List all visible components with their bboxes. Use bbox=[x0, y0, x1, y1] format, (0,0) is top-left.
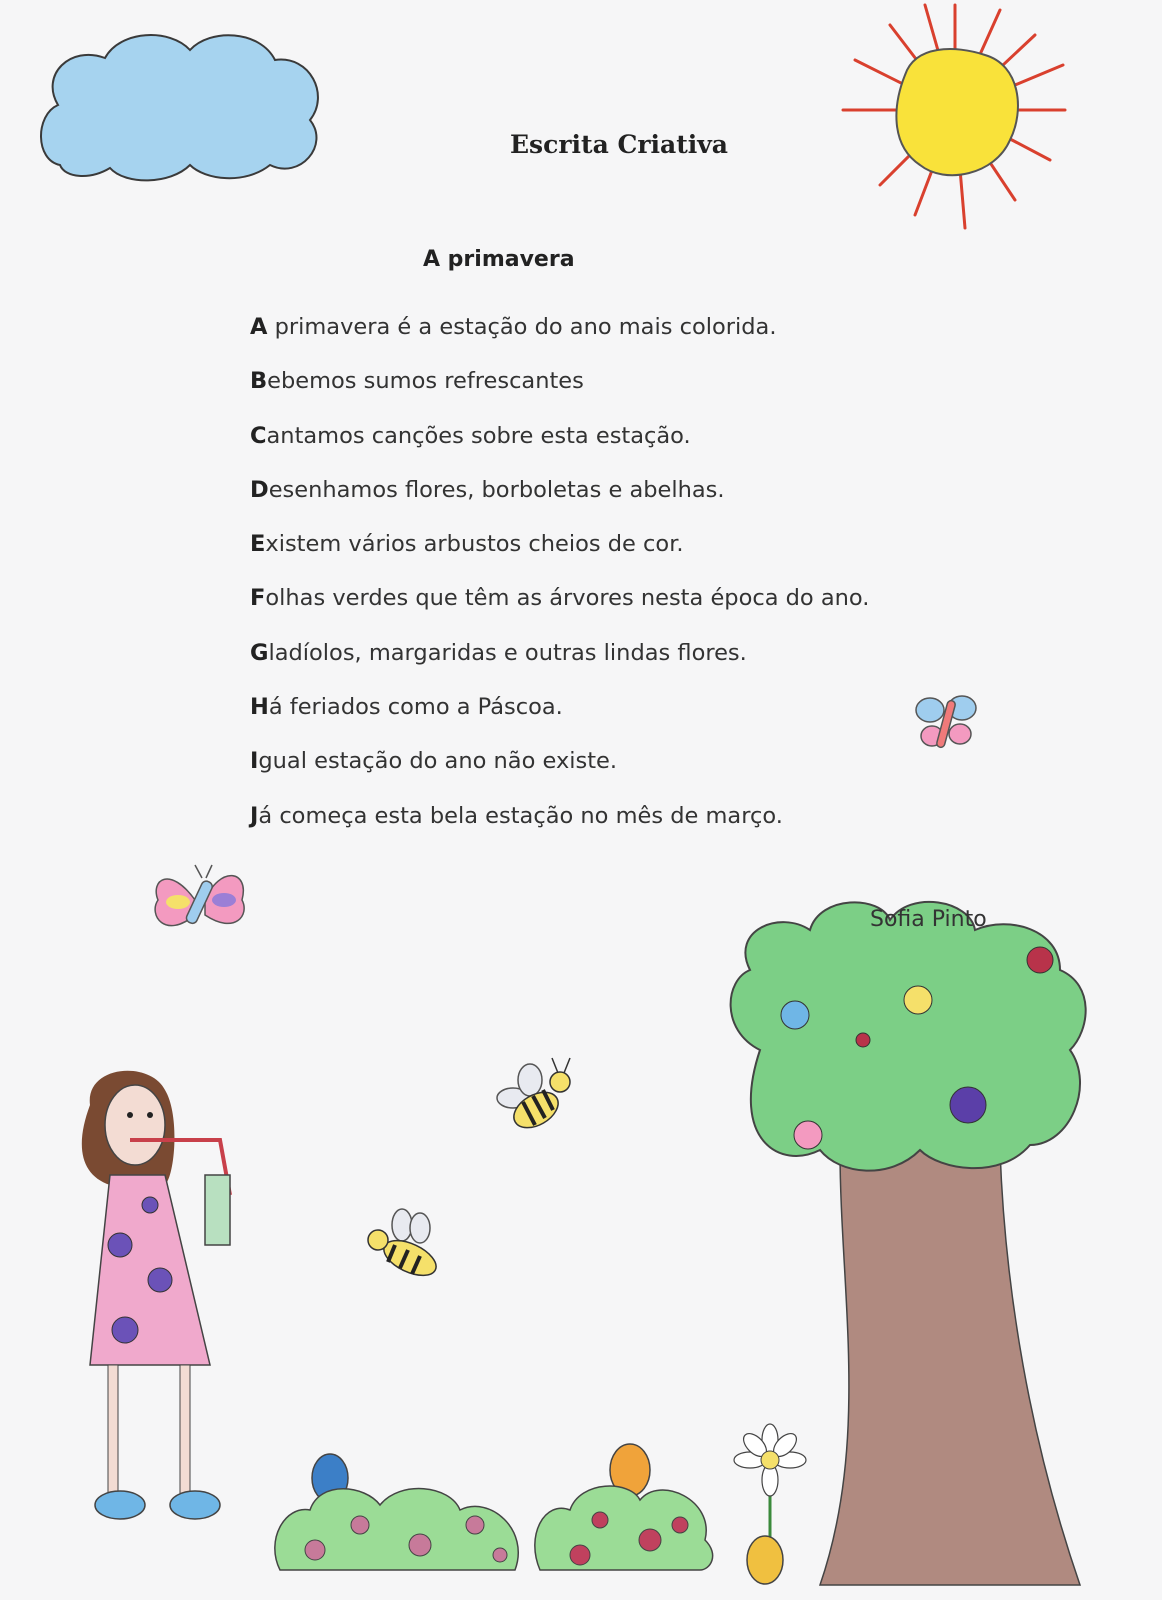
poem-line-initial: I bbox=[250, 748, 259, 775]
poem-line-initial: G bbox=[250, 639, 269, 666]
bush-drawing bbox=[530, 1440, 720, 1590]
poem-line bbox=[250, 419, 869, 473]
poem-line bbox=[250, 744, 869, 798]
poem-line-text: ladíolos, margaridas e outras lindas flores. bbox=[268, 639, 747, 666]
poem-line bbox=[250, 527, 869, 581]
poem-line-initial: D bbox=[250, 476, 269, 503]
poem-line-text: antamos canções sobre esta estação. bbox=[266, 422, 691, 449]
poem-line-initial: C bbox=[250, 422, 267, 449]
poem-line-text: ebemos sumos refrescantes bbox=[267, 368, 584, 395]
girl-drawing bbox=[70, 1065, 250, 1525]
document-title: Escrita Criativa bbox=[510, 130, 729, 159]
poem-line-initial: E bbox=[250, 531, 266, 558]
poem-line bbox=[250, 581, 869, 635]
poem-line-text: olhas verdes que têm as árvores nesta época do ano. bbox=[265, 585, 870, 612]
poem-line bbox=[250, 799, 869, 853]
acrostic-poem bbox=[250, 310, 869, 853]
poem-line bbox=[250, 473, 869, 527]
poem-line-text: á feriados como a Páscoa. bbox=[268, 694, 563, 721]
poem-line-initial: B bbox=[250, 368, 268, 395]
poem-line-initial: A bbox=[250, 314, 268, 340]
daisy-drawing bbox=[725, 1420, 815, 1590]
poem-line bbox=[250, 310, 869, 364]
poem-line-initial: H bbox=[250, 694, 269, 721]
poem-line-text: á começa esta bela estação no mês de março. bbox=[258, 802, 783, 829]
poem-line-text: gual estação do ano não existe. bbox=[258, 748, 618, 775]
bee-drawing bbox=[360, 1200, 450, 1290]
poem-line-initial: F bbox=[250, 585, 266, 612]
poem-line bbox=[250, 636, 869, 690]
bee-drawing bbox=[488, 1040, 578, 1140]
cloud-drawing bbox=[30, 20, 330, 190]
poem-line-text: xistem vários arbustos cheios de cor. bbox=[265, 531, 684, 558]
author-name: Sofia Pinto bbox=[870, 907, 987, 932]
poem-line-initial: J bbox=[250, 802, 259, 829]
poem-line-text: primavera é a estação do ano mais colorida. bbox=[267, 314, 777, 340]
poem-line bbox=[250, 690, 869, 744]
butterfly-drawing bbox=[150, 860, 250, 945]
poem-title: A primavera bbox=[423, 247, 575, 272]
poem-line-text: esenhamos flores, borboletas e abelhas. bbox=[268, 476, 725, 503]
bush-drawing bbox=[270, 1450, 530, 1590]
poem-line bbox=[250, 364, 869, 418]
butterfly-drawing bbox=[912, 690, 982, 760]
sun-drawing bbox=[835, 0, 1075, 235]
